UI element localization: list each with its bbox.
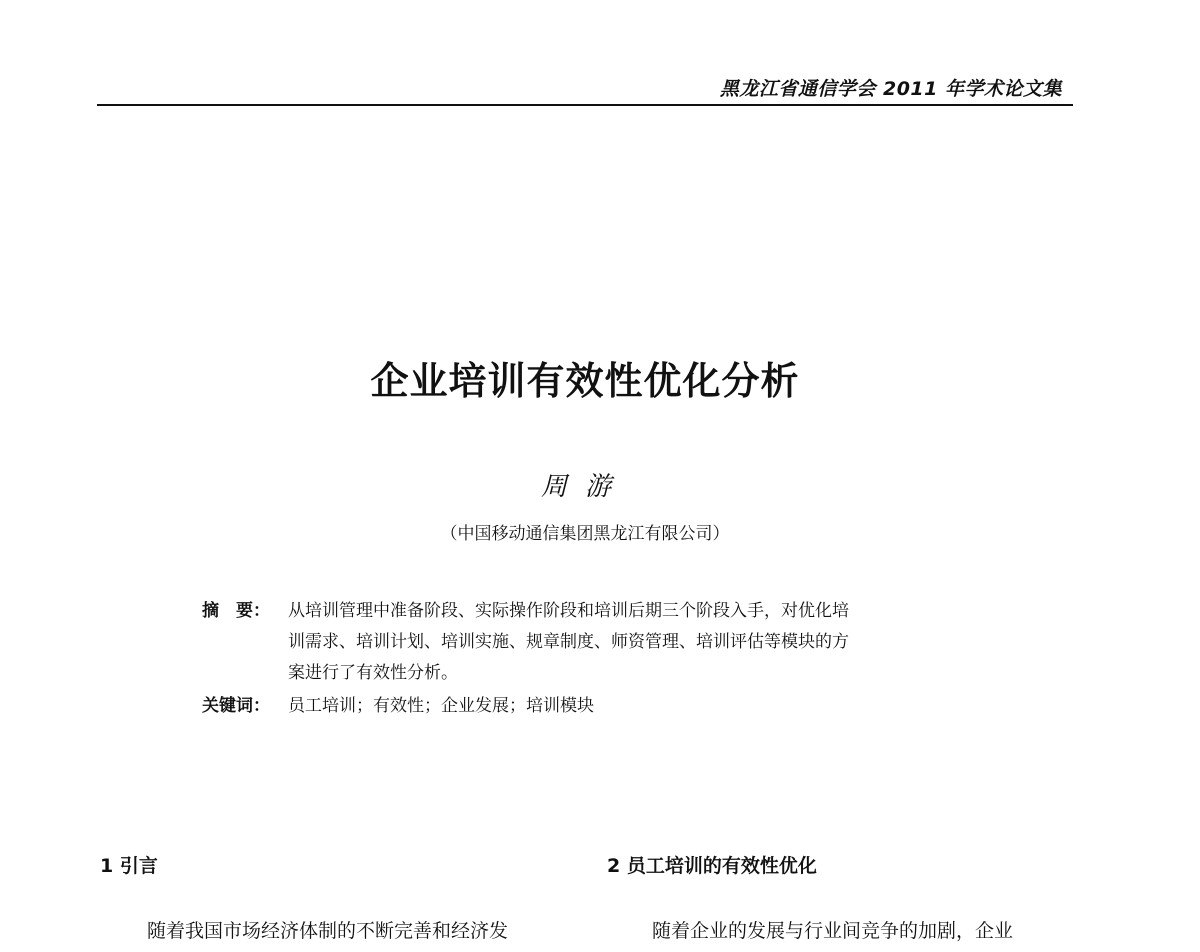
abstract-label: 摘 要： (202, 601, 270, 621)
section-heading-training-optimization: 2 员工培训的有效性优化 (607, 855, 817, 877)
paper-title: 企业培训有效性优化分析 (370, 358, 800, 403)
section-body-line: 随着企业的发展与行业间竞争的加剧，企业 (652, 920, 1014, 942)
header-rule (97, 104, 1073, 106)
author-name: 周游 (540, 472, 629, 502)
abstract-row (202, 596, 1002, 689)
abstract-text (288, 596, 849, 689)
abstract-line: 训需求、培训计划、培训实施、规章制度、师资管理、培训评估等模块的方 (288, 632, 849, 652)
keywords-row (202, 691, 1002, 722)
abstract-line: 案进行了有效性分析。 (288, 663, 458, 683)
abstract-line: 从培训管理中准备阶段、实际操作阶段和培训后期三个阶段入手，对优化培 (288, 601, 849, 621)
keywords-label: 关键词： (202, 696, 270, 716)
section-body-line: 随着我国市场经济体制的不断完善和经济发 (147, 920, 509, 942)
keywords-text: 员工培训；有效性；企业发展；培训模块 (288, 696, 594, 716)
abstract-block (202, 596, 1002, 722)
author-affiliation: （中国移动通信集团黑龙江有限公司） (440, 524, 730, 544)
running-header: 黑龙江省通信学会 2011 年学术论文集 (719, 78, 1062, 100)
section-heading-introduction: 1 引言 (100, 855, 158, 877)
